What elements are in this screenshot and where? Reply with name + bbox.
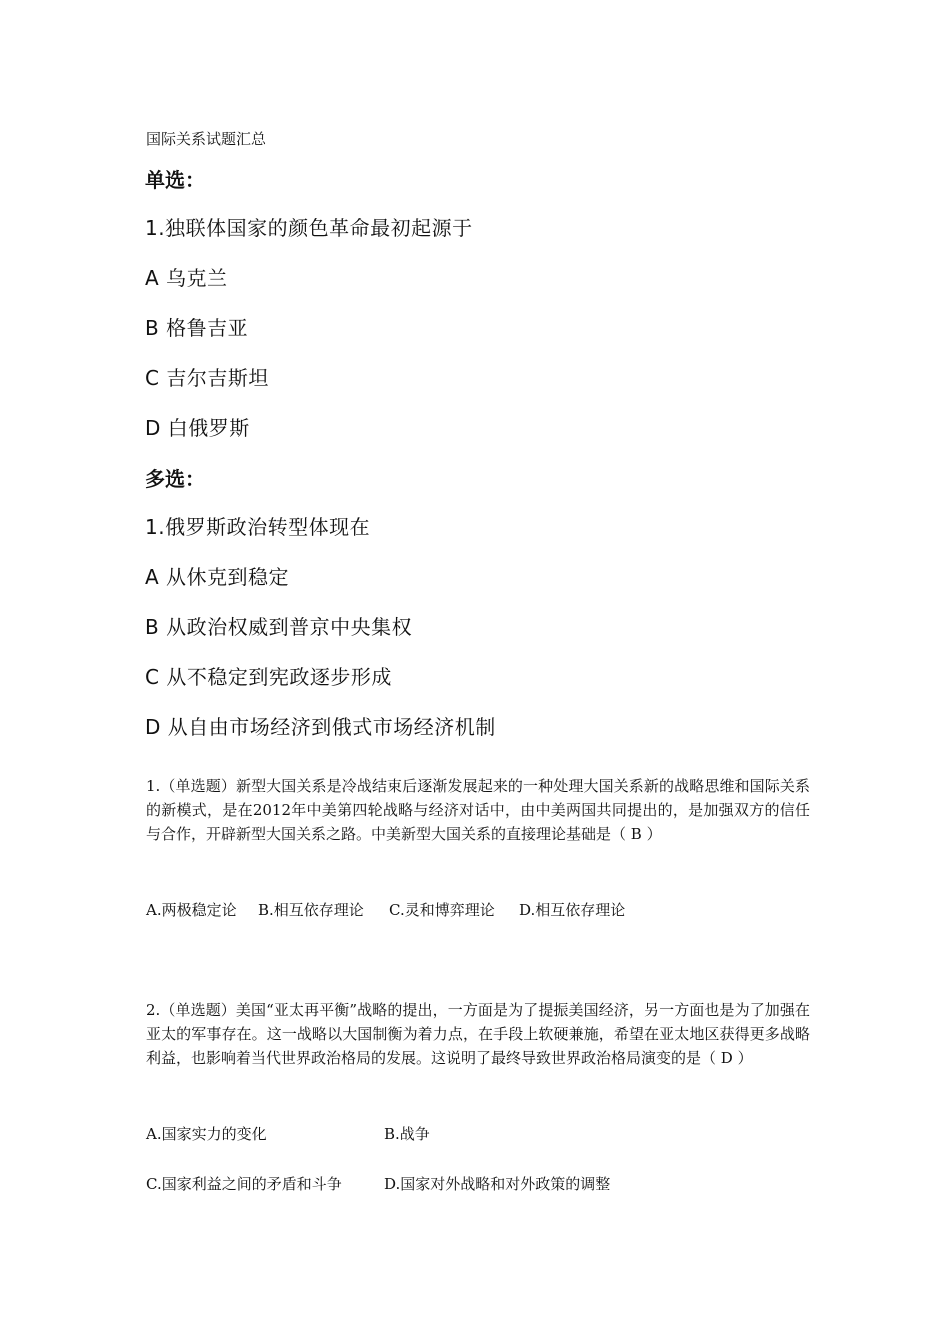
single-choice-option-c: C 吉尔吉斯坦 bbox=[145, 366, 269, 390]
question-1-option-d: D.相互依存理论 bbox=[519, 901, 626, 919]
question-1-text: 1.（单选题）新型大国关系是冷战结束后逐渐发展起来的一种处理大国关系新的战略思维和国际关系的新模式，是在2012年中美第四轮战略与经济对话中，由中美两国共同提出的，是加强双方的信任与合作，开辟新型大国关系之路。中美新型大国关系的直接理论基础是（ B ） bbox=[146, 777, 810, 843]
single-choice-option-b: B 格鲁吉亚 bbox=[145, 316, 249, 340]
multiple-choice-option-d: D 从自由市场经济到俄式市场经济机制 bbox=[145, 715, 496, 739]
multiple-choice-heading: 多选： bbox=[145, 467, 205, 491]
single-choice-heading: 单选： bbox=[145, 168, 205, 192]
question-2-text: 2.（单选题）美国“亚太再平衡”战略的提出，一方面是为了提振美国经济，另一方面也是为了加强在亚太的军事存在。这一战略以大国制衡为着力点，在手段上软硬兼施，希望在亚太地区获得更多战略利益，也影响着当代世界政治格局的发展。这说明了最终导致世界政治格局演变的是（ D ） bbox=[146, 1001, 810, 1067]
question-1-option-b: B.相互依存理论 bbox=[258, 901, 364, 919]
question-2-option-d: D.国家对外战略和对外政策的调整 bbox=[384, 1175, 611, 1193]
multiple-choice-option-c: C 从不稳定到宪政逐步形成 bbox=[145, 665, 392, 689]
document-title: 国际关系试题汇总 bbox=[146, 130, 267, 148]
question-2-option-b: B.战争 bbox=[384, 1125, 430, 1143]
question-1-option-c: C.灵和博弈理论 bbox=[389, 901, 495, 919]
single-choice-question: 1.独联体国家的颜色革命最初起源于 bbox=[145, 216, 473, 240]
multiple-choice-option-b: B 从政治权威到普京中央集权 bbox=[145, 615, 413, 639]
single-choice-option-a: A 乌克兰 bbox=[145, 266, 228, 290]
multiple-choice-option-a: A 从休克到稳定 bbox=[145, 565, 290, 589]
question-2-option-c: C.国家利益之间的矛盾和斗争 bbox=[146, 1175, 342, 1193]
question-1-option-a: A.两极稳定论 bbox=[146, 901, 237, 919]
question-2-option-a: A.国家实力的变化 bbox=[146, 1125, 267, 1143]
multiple-choice-question: 1.俄罗斯政治转型体现在 bbox=[145, 515, 371, 539]
single-choice-option-d: D 白俄罗斯 bbox=[145, 416, 250, 440]
